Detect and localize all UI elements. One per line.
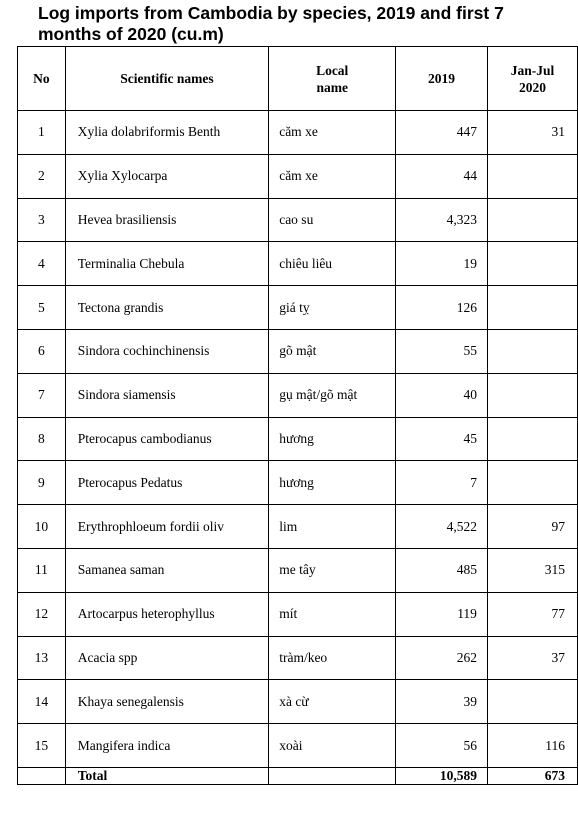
table-body <box>18 111 578 768</box>
cell-local-name: lim <box>269 505 396 549</box>
cell-jan-jul-2020 <box>487 198 577 242</box>
cell-no: 13 <box>18 636 66 680</box>
cell-no: 12 <box>18 592 66 636</box>
cell-no: 7 <box>18 373 66 417</box>
cell-no: 5 <box>18 286 66 330</box>
cell-2019: 45 <box>396 417 488 461</box>
cell-2019: 485 <box>396 548 488 592</box>
cell-scientific-name: Pterocapus cambodianus <box>65 417 268 461</box>
table-row <box>18 373 578 417</box>
cell-jan-jul-2020 <box>487 154 577 198</box>
table-row <box>18 680 578 724</box>
total-jan-jul-2020: 673 <box>487 767 577 784</box>
cell-2019: 262 <box>396 636 488 680</box>
cell-scientific-name: Erythrophloeum fordii oliv <box>65 505 268 549</box>
cell-scientific-name: Mangifera indica <box>65 724 268 768</box>
total-row <box>18 767 578 784</box>
cell-no: 10 <box>18 505 66 549</box>
cell-2019: 40 <box>396 373 488 417</box>
table-row <box>18 286 578 330</box>
table-row <box>18 724 578 768</box>
cell-scientific-name: Terminalia Chebula <box>65 242 268 286</box>
log-imports-table <box>17 46 578 785</box>
cell-scientific-name: Xylia dolabriformis Benth <box>65 111 268 155</box>
cell-2019: 19 <box>396 242 488 286</box>
total-label: Total <box>65 767 268 784</box>
header-jj-line1: Jan-Jul <box>510 62 555 78</box>
table-row <box>18 636 578 680</box>
cell-local-name: gụ mật/gõ mật <box>269 373 396 417</box>
cell-scientific-name: Sindora cochinchinensis <box>65 329 268 373</box>
cell-local-name: gõ mật <box>269 329 396 373</box>
total-local-cell <box>269 767 396 784</box>
table-row <box>18 592 578 636</box>
cell-scientific-name: Pterocapus Pedatus <box>65 461 268 505</box>
cell-jan-jul-2020: 77 <box>487 592 577 636</box>
cell-2019: 55 <box>396 329 488 373</box>
cell-jan-jul-2020: 31 <box>487 111 577 155</box>
cell-jan-jul-2020: 116 <box>487 724 577 768</box>
cell-no: 8 <box>18 417 66 461</box>
cell-2019: 4,522 <box>396 505 488 549</box>
header-local-line2: name <box>316 79 348 95</box>
cell-no: 2 <box>18 154 66 198</box>
cell-local-name: giá tỵ <box>269 286 396 330</box>
cell-local-name: căm xe <box>269 154 396 198</box>
cell-jan-jul-2020 <box>487 242 577 286</box>
cell-no: 15 <box>18 724 66 768</box>
cell-local-name: xà cừ <box>269 680 396 724</box>
cell-no: 6 <box>18 329 66 373</box>
cell-scientific-name: Tectona grandis <box>65 286 268 330</box>
cell-scientific-name: Acacia spp <box>65 636 268 680</box>
header-scientific-names: Scientific names <box>65 47 268 111</box>
table-row <box>18 329 578 373</box>
total-no-cell <box>18 767 66 784</box>
table-row <box>18 505 578 549</box>
cell-local-name: cao su <box>269 198 396 242</box>
cell-2019: 39 <box>396 680 488 724</box>
cell-local-name: hương <box>269 417 396 461</box>
cell-2019: 44 <box>396 154 488 198</box>
cell-scientific-name: Artocarpus heterophyllus <box>65 592 268 636</box>
cell-local-name: me tây <box>269 548 396 592</box>
cell-local-name: xoài <box>269 724 396 768</box>
cell-local-name: căm xe <box>269 111 396 155</box>
header-2019: 2019 <box>396 47 488 111</box>
cell-jan-jul-2020: 97 <box>487 505 577 549</box>
table-row <box>18 154 578 198</box>
cell-jan-jul-2020: 37 <box>487 636 577 680</box>
cell-2019: 126 <box>396 286 488 330</box>
page-title: Log imports from Cambodia by species, 2019 and first 7 months of 2020 (cu.m) <box>38 3 504 44</box>
table-row <box>18 242 578 286</box>
cell-local-name: mít <box>269 592 396 636</box>
cell-jan-jul-2020 <box>487 680 577 724</box>
table-row <box>18 417 578 461</box>
cell-2019: 4,323 <box>396 198 488 242</box>
cell-no: 1 <box>18 111 66 155</box>
header-jj-line2: 2020 <box>518 79 546 95</box>
header-no: No <box>18 47 66 111</box>
cell-no: 14 <box>18 680 66 724</box>
cell-2019: 447 <box>396 111 488 155</box>
cell-scientific-name: Hevea brasiliensis <box>65 198 268 242</box>
table-row <box>18 461 578 505</box>
cell-no: 4 <box>18 242 66 286</box>
cell-no: 3 <box>18 198 66 242</box>
cell-jan-jul-2020 <box>487 329 577 373</box>
cell-no: 11 <box>18 548 66 592</box>
cell-jan-jul-2020 <box>487 417 577 461</box>
cell-local-name: tràm/keo <box>269 636 396 680</box>
cell-scientific-name: Samanea saman <box>65 548 268 592</box>
header-row <box>18 47 578 111</box>
cell-2019: 119 <box>396 592 488 636</box>
cell-2019: 56 <box>396 724 488 768</box>
header-local-line1: Local <box>316 62 349 78</box>
cell-scientific-name: Khaya senegalensis <box>65 680 268 724</box>
cell-2019: 7 <box>396 461 488 505</box>
cell-scientific-name: Sindora siamensis <box>65 373 268 417</box>
cell-no: 9 <box>18 461 66 505</box>
header-jan-jul-2020 <box>487 47 577 111</box>
cell-local-name: hương <box>269 461 396 505</box>
header-local-name <box>269 47 396 111</box>
total-2019: 10,589 <box>396 767 488 784</box>
table-row <box>18 198 578 242</box>
cell-scientific-name: Xylia Xylocarpa <box>65 154 268 198</box>
cell-local-name: chiêu liêu <box>269 242 396 286</box>
cell-jan-jul-2020 <box>487 461 577 505</box>
table-row <box>18 548 578 592</box>
cell-jan-jul-2020 <box>487 286 577 330</box>
table-row <box>18 111 578 155</box>
cell-jan-jul-2020 <box>487 373 577 417</box>
cell-jan-jul-2020: 315 <box>487 548 577 592</box>
